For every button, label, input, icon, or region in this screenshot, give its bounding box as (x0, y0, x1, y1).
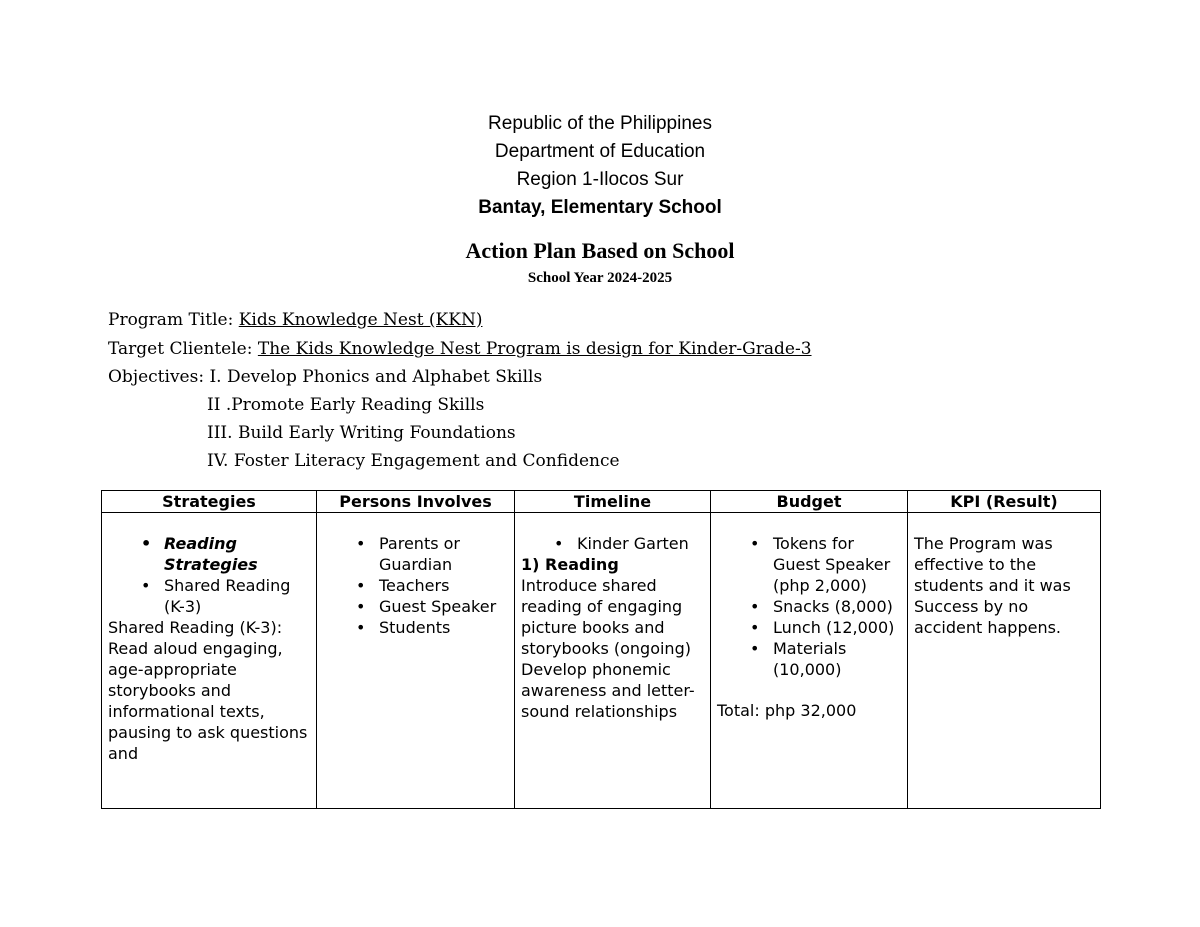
objectives-label: Objectives: (108, 367, 210, 387)
list-item: • Snacks (8,000) (773, 596, 901, 617)
list-item: • Tokens for Guest Speaker (php 2,000) (773, 533, 901, 596)
objective-item: IV. Foster Literacy Engagement and Confidence (207, 451, 620, 471)
strategies-description: Shared Reading (K-3): Read aloud engaging, age-appropriate storybooks and informational texts, pausing to ask questions and (108, 618, 308, 763)
list-item: • Kinder Garten (577, 533, 704, 554)
timeline-heading: 1) Reading (521, 555, 619, 574)
list-item: • Students (379, 617, 508, 638)
persons-list (323, 533, 508, 638)
list-item: • Reading Strategies (164, 533, 310, 575)
list-item: • Shared Reading (K-3) (164, 575, 310, 617)
timeline-description: Introduce shared reading of engaging picture books and storybooks (ongoing) Develop phonemic awareness and letter-sound relationships (521, 576, 695, 721)
budget-list (717, 533, 901, 680)
objective-item: I. Develop Phonics and Alphabet Skills (209, 367, 543, 387)
objective-item: III. Build Early Writing Foundations (207, 423, 516, 443)
list-item: • Lunch (12,000) (773, 617, 901, 638)
program-title-line (108, 308, 1108, 332)
cell-budget (711, 513, 908, 809)
strategies-list (108, 533, 310, 617)
cell-persons-involves (317, 513, 515, 809)
objectives-line (108, 365, 1108, 389)
document-title: Action Plan Based on School (465, 238, 735, 263)
header-budget: Budget (711, 491, 908, 513)
table-header-row (102, 491, 1101, 513)
target-clientele-line (108, 337, 1108, 361)
objective-item: II .Promote Early Reading Skills (207, 395, 485, 415)
target-clientele-value: The Kids Knowledge Nest Program is design for Kinder-Grade-3 (257, 339, 812, 359)
timeline-list (521, 533, 704, 554)
header-persons-involves: Persons Involves (317, 491, 515, 513)
list-item: • Guest Speaker (379, 596, 508, 617)
kpi-result: The Program was effective to the students and it was Success by no accident happens. (914, 534, 1071, 637)
header-department: Department of Education (494, 141, 706, 162)
header-timeline: Timeline (515, 491, 711, 513)
document-header (0, 110, 1200, 222)
action-plan-table (101, 490, 1101, 809)
table-row (102, 513, 1101, 809)
program-title-value: Kids Knowledge Nest (KKN) (238, 310, 483, 330)
list-item: • Teachers (379, 575, 508, 596)
header-school: Bantay, Elementary School (478, 197, 722, 218)
header-region: Region 1-Ilocos Sur (516, 169, 684, 190)
target-clientele-label: Target Clientele: (108, 339, 258, 359)
header-republic: Republic of the Philippines (488, 113, 712, 134)
program-title-label: Program Title: (108, 310, 239, 330)
document-subtitle: School Year 2024-2025 (527, 270, 673, 286)
list-item: • Materials (10,000) (773, 638, 901, 680)
cell-kpi (908, 513, 1101, 809)
list-item: • Parents or Guardian (379, 533, 508, 575)
header-kpi: KPI (Result) (908, 491, 1101, 513)
cell-timeline (515, 513, 711, 809)
budget-total: Total: php 32,000 (717, 701, 857, 720)
header-strategies: Strategies (102, 491, 317, 513)
cell-strategies (102, 513, 317, 809)
